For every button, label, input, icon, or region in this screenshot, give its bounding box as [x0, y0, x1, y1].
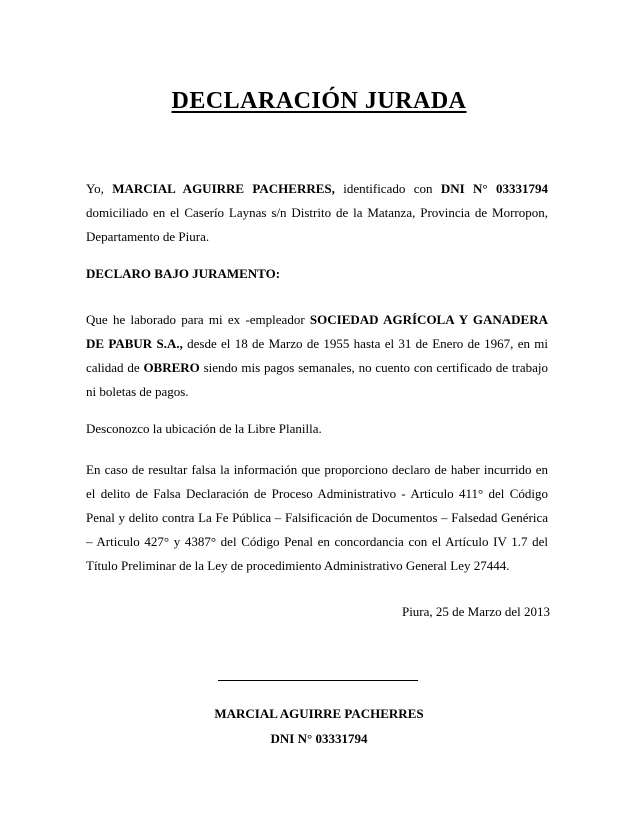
intro-paragraph [86, 177, 548, 249]
planilla-paragraph: Desconozco la ubicación de la Libre Planilla. [86, 421, 322, 436]
document-title [0, 88, 638, 115]
employment-paragraph [86, 308, 548, 404]
intro-text-1: Yo, [86, 181, 113, 196]
employee-role: OBRERO [143, 360, 200, 375]
employment-text-3: siendo mis pagos semanales, no cuento con certificado de trabajo ni boletas de pagos. [86, 360, 548, 399]
legal-paragraph: En caso de resultar falsa la información que proporciono declaro de haber incurrido en el delito de Falsa Declaración de Proceso Administrativo - Articulo 411° del Código Penal y delito contra La Fe Pública – Falsificación de Documentos – Falsedad Genérica – Articulo 427° y 4387° del Código Penal en concordancia con el Artículo IV 1.7 del Título Preliminar de la Ley de procedimiento Administrativo General Ley 27444. [86, 462, 548, 573]
signature-line [218, 680, 418, 681]
signatory-name: MARCIAL AGUIRRE PACHERRES [214, 706, 424, 721]
employer-name: SOCIEDAD AGRÍCOLA Y GANADERA DE PABUR S.A., [86, 312, 548, 351]
intro-text-2: identificado con [334, 181, 441, 196]
document-date: Piura, 25 de Marzo del 2013 [401, 604, 550, 619]
declarant-dni: DNI N° 03331794 [440, 181, 548, 196]
intro-text-3: domiciliado en el Caserío Laynas s/n Distrito de la Matanza, Provincia de Morropon, Departamento de Piura. [86, 205, 548, 244]
document-title-text: DECLARACIÓN JURADA [171, 88, 467, 114]
employment-text-2: desde el 18 de Marzo de 1955 hasta el 31 de Enero de 1967, en mi calidad de [86, 336, 548, 375]
employment-text-1: Que he laborado para mi ex -empleador [86, 312, 310, 327]
signatory-dni: DNI N° 03331794 [270, 731, 368, 746]
declarant-name: MARCIAL AGUIRRE PACHERRES, [112, 181, 335, 196]
declaro-heading: DECLARO BAJO JURAMENTO: [86, 266, 281, 281]
